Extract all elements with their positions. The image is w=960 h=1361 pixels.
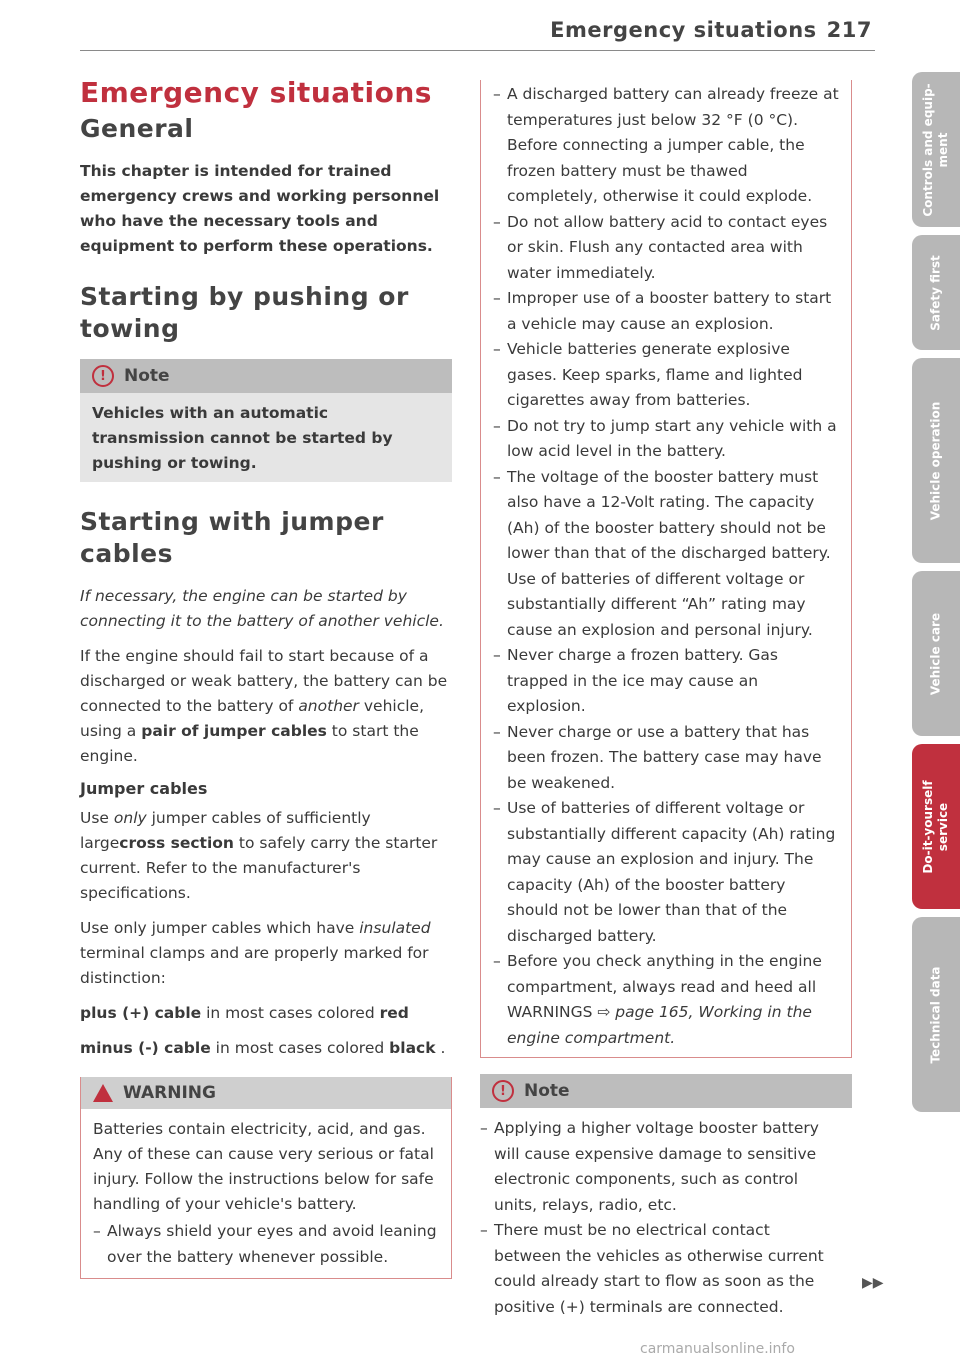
jumper-intro: If necessary, the engine can be started by connecting it to the battery of another vehicle. <box>80 587 444 630</box>
list-item: – Do not allow battery acid to contact eyes or skin. Flush any contacted area with water immediately. <box>493 210 839 287</box>
note-header <box>80 359 452 393</box>
left-column <box>80 76 452 1279</box>
warning-text: Batteries contain electricity, acid, and gas. Any of these can cause very serious or fatal injury. Follow the instructions below for safe handling of your vehicle's battery. <box>93 1120 434 1213</box>
page-number: 217 <box>826 18 872 42</box>
footer-watermark: carmanualsonline.info <box>640 1341 795 1357</box>
chapter-title: Emergency situations <box>80 76 432 109</box>
push-heading: Starting by pushing or towing <box>80 282 409 343</box>
list-item: – Improper use of a booster battery to start a vehicle may cause an explosion. <box>493 286 839 337</box>
list-item: – There must be no electrical contact between the vehicles as otherwise current could already start to flow as soon as the positive (+) terminals are connected. <box>480 1218 840 1320</box>
note-box-push <box>80 359 452 482</box>
general-heading: General <box>80 114 194 143</box>
tab-vehicle-operation[interactable]: Vehicle operation <box>912 358 960 563</box>
list-item: – Never charge or use a battery that has been frozen. The battery case may have be weakened. <box>493 720 839 797</box>
running-header <box>550 18 872 42</box>
tab-vehicle-care[interactable]: Vehicle care <box>912 571 960 736</box>
info-icon: ! <box>492 1080 514 1102</box>
cables-heading: Jumper cables <box>80 779 208 798</box>
warning-list <box>93 1219 439 1270</box>
tab-safety[interactable]: Safety first <box>912 235 960 350</box>
note-body <box>480 1108 852 1326</box>
plus-cable-line: plus (+) cable in most cases colored red <box>80 1004 409 1022</box>
page-reference-link[interactable]: ⇨ page 165, Working in the engine compartment. <box>507 1003 812 1047</box>
continue-arrow-icon: ▶▶ <box>862 1275 884 1291</box>
header-rule <box>80 50 875 51</box>
chapter-tabs <box>912 72 960 1120</box>
list-item: – A discharged battery can already freeze at temperatures just below 32 °F (0 °C). Before connecting a jumper cable, the frozen battery must be thawed completely, otherwise it could explode. <box>493 82 839 210</box>
warning-box <box>80 1077 452 1279</box>
header-title: Emergency situations <box>550 18 817 42</box>
list-item: – The voltage of the booster battery must also have a 12-Volt rating. The capacity (Ah) of the booster battery should not be lower than that of the discharged battery. Use of batteries of different voltage or substantially different “Ah” rating may cause an explosion and personal injury. <box>493 465 839 644</box>
list-item: – Vehicle batteries generate explosive gases. Keep sparks, flame and lighted cigarettes away from batteries. <box>493 337 839 414</box>
note-label: Note <box>124 366 170 386</box>
list-item: – Before you check anything in the engine compartment, always read and heed all WARNINGS ⇨ page 165, Working in the engine compartment. <box>493 949 839 1051</box>
note-text: Vehicles with an automatic transmission cannot be started by pushing or towing. <box>92 404 393 472</box>
note-list <box>480 1116 840 1320</box>
list-item: – Applying a higher voltage booster battery will cause expensive damage to sensitive electronic components, such as control units, relays, radio, etc. <box>480 1116 840 1218</box>
cables-paragraph-1: Use only jumper cables of sufficiently largecross section to safely carry the starter current. Refer to the manufacturer's specifications. <box>80 809 438 902</box>
right-column <box>480 80 852 1326</box>
warning-header <box>81 1077 451 1109</box>
list-item: – Never charge a frozen battery. Gas trapped in the ice may cause an explosion. <box>493 643 839 720</box>
list-item: – Do not try to jump start any vehicle with a low acid level in the battery. <box>493 414 839 465</box>
note-box-voltage <box>480 1074 852 1326</box>
note-label: Note <box>524 1081 570 1101</box>
info-icon: ! <box>92 365 114 387</box>
cables-paragraph-2: Use only jumper cables which have insulated terminal clamps and are properly marked for distinction: <box>80 919 431 987</box>
note-header <box>480 1074 852 1108</box>
tab-controls[interactable]: Controls and equip- ment <box>912 72 960 227</box>
warning-triangle-icon <box>93 1084 113 1102</box>
jumper-paragraph: If the engine should fail to start because of a discharged or weak battery, the battery can be connected to the battery of another vehicle, using a pair of jumper cables to start the engine. <box>80 647 448 765</box>
jumper-heading: Starting with jumper cables <box>80 507 384 568</box>
warning-list-continued <box>493 82 839 1051</box>
minus-cable-line: minus (-) cable in most cases colored black . <box>80 1039 446 1057</box>
note-body <box>80 393 452 482</box>
warning-label: WARNING <box>123 1083 216 1103</box>
tab-technical-data[interactable]: Technical data <box>912 917 960 1112</box>
list-item: – Use of batteries of different voltage or substantially different capacity (Ah) rating may cause an explosion and injury. The capacity (Ah) of the booster battery should not be lower than that of the discharged battery. <box>493 796 839 949</box>
warning-body <box>81 1109 451 1278</box>
general-text: This chapter is intended for trained emergency crews and working personnel who have the necessary tools and equipment to perform these operations. <box>80 162 440 255</box>
warning-box-continued <box>480 80 852 1058</box>
list-item: – Always shield your eyes and avoid leaning over the battery whenever possible. <box>93 1219 439 1270</box>
tab-do-it-yourself[interactable]: Do-it-yourself service <box>912 744 960 909</box>
